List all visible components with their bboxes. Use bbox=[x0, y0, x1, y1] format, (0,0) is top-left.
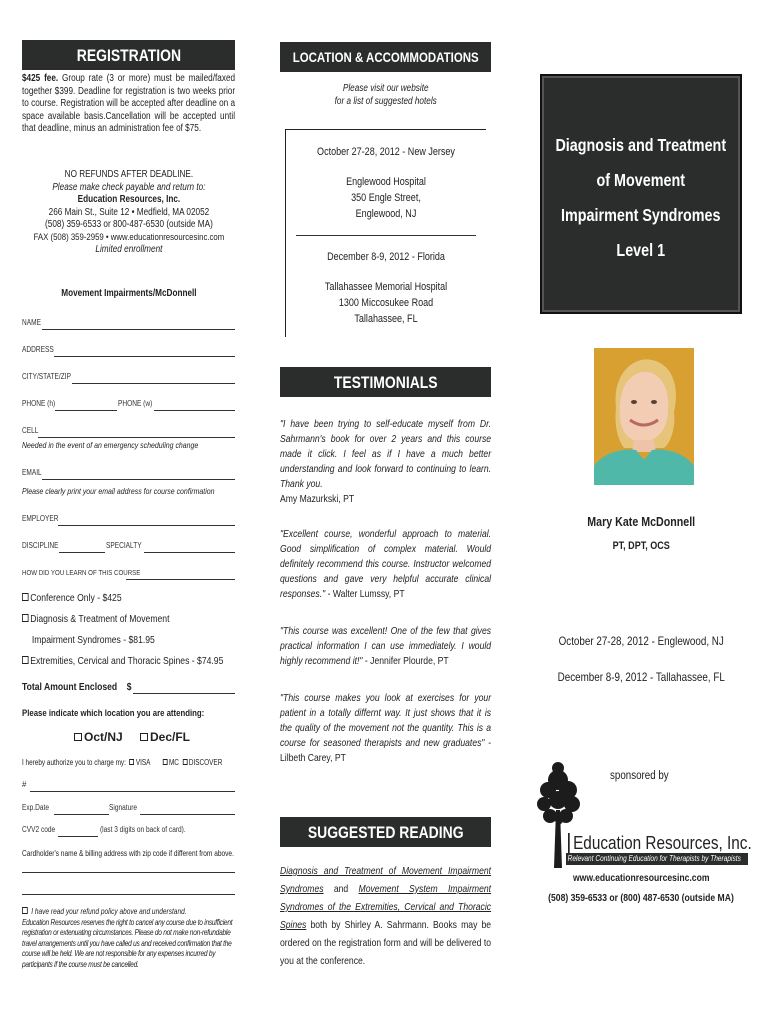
discover-option[interactable]: DISCOVER bbox=[181, 758, 223, 767]
website[interactable]: www.educationresourcesinc.com bbox=[572, 872, 710, 884]
reading-text: Diagnosis and Treatment of Movement Impairment Syndromes and Movement System Impairment Syndromes of the Extremities, Cervical and Thoracic Spines both by Shirley A. Sahrmann. Books may be ordered on the registration form and will be delivered to you at the conference. bbox=[280, 865, 492, 967]
how-learned-field[interactable] bbox=[22, 568, 235, 580]
refund-policy-fine-print bbox=[22, 907, 235, 970]
cardholder-line-2[interactable] bbox=[22, 894, 235, 895]
registration-header: REGISTRATION bbox=[22, 40, 235, 70]
fl-street: 1300 Miccosukee Road bbox=[338, 297, 434, 309]
book-2-title: Movement System Impairment Syndromes of the Extremities, Cervical and Thoracic Spines bbox=[280, 883, 492, 931]
phone-home-label: PHONE (h) bbox=[22, 399, 56, 408]
nj-city: Englewood, NJ bbox=[355, 208, 417, 220]
limited-enrollment: Limited enrollment bbox=[94, 244, 163, 255]
course-line: Movement Impairments/McDonnell bbox=[60, 288, 197, 299]
cover-column bbox=[540, 0, 752, 1024]
org-name: Education Resources, Inc. bbox=[77, 194, 180, 205]
discipline-label: DISCIPLINE bbox=[22, 541, 59, 550]
card-number-field[interactable] bbox=[22, 780, 235, 792]
cvv-note: (last 3 digits on back of card). bbox=[100, 825, 186, 834]
course-date-fl: December 8-9, 2012 - Tallahassee, FL bbox=[557, 670, 725, 684]
testimonial-1: "I have been trying to self-educate myself from Dr. Sahrmann's book for over 2 years and this course made it click. I feel as if I have a much better understanding and look forward to continuing to learn. Thank you. Amy Mazurkski, PT bbox=[280, 418, 492, 505]
card-authorize: I hereby authorize you to charge my: VISA MC DISCOVER bbox=[22, 758, 223, 767]
email-note: Please clearly print your email address for course confirmation bbox=[22, 486, 215, 496]
checkbox[interactable] bbox=[22, 656, 29, 664]
visit-website-note: Please visit our website for a list of suggested hotels bbox=[334, 83, 437, 107]
instructor-name: Mary Kate McDonnell bbox=[587, 514, 695, 529]
name-label: NAME bbox=[22, 318, 41, 327]
nj-street: 350 Engle Street, bbox=[351, 192, 421, 204]
course-options bbox=[22, 588, 235, 672]
testimonial-4: "This course makes you look at exercises for your patient in a totally differnt way. It just shows that it is the quality of the movement not the quantity. This is a course for seasoned therapists and new graduates" - Lilbeth Carey, PT bbox=[280, 692, 492, 764]
mc-option[interactable]: MC bbox=[163, 758, 179, 767]
refund-read-option[interactable]: I have read your refund policy above and understand. bbox=[22, 907, 235, 918]
name-field[interactable] bbox=[22, 318, 235, 330]
title-line-2: of Movement bbox=[596, 170, 686, 190]
location-prompt: Please indicate which location you are attending: bbox=[22, 708, 205, 719]
instructor-photo bbox=[594, 348, 694, 485]
refund-block bbox=[22, 169, 235, 257]
checkbox[interactable] bbox=[140, 733, 148, 741]
email-field[interactable] bbox=[22, 468, 235, 480]
title-line-1: Diagnosis and Treatment bbox=[555, 135, 727, 155]
reading-header: SUGGESTED READING bbox=[280, 817, 491, 847]
nj-venue: Englewood Hospital bbox=[346, 176, 426, 188]
option-conference-only[interactable]: Conference Only - $425 bbox=[22, 588, 235, 609]
address-label: ADDRESS bbox=[22, 345, 54, 354]
org-address: 266 Main St., Suite 12 • Medfield, MA 02052 bbox=[48, 206, 209, 218]
option-extremities[interactable]: Extremities, Cervical and Thoracic Spines - $74.95 bbox=[22, 651, 235, 672]
how-learned-label: HOW DID YOU LEARN OF THIS COURSE bbox=[22, 568, 141, 577]
nj-date: October 27-28, 2012 - New Jersey bbox=[317, 146, 455, 158]
testimonials-header: TESTIMONIALS bbox=[280, 367, 491, 397]
city-label: CITY/STATE/ZIP bbox=[22, 372, 71, 381]
card-number-label: # bbox=[22, 780, 27, 789]
book-1-title: Diagnosis and Treatment of Movement Impairment Syndromes bbox=[280, 865, 492, 895]
phone-work-label: PHONE (w) bbox=[118, 399, 153, 408]
title-box bbox=[540, 74, 742, 314]
exp-label: Exp.Date bbox=[22, 803, 49, 812]
visa-option[interactable]: VISA bbox=[128, 758, 150, 767]
option-diagnosis[interactable]: Diagnosis & Treatment of Movement bbox=[22, 609, 235, 630]
cell-label: CELL bbox=[22, 426, 39, 435]
location-fl-option[interactable]: Dec/FL bbox=[140, 730, 190, 744]
sponsored-by: sponsored by bbox=[610, 770, 669, 782]
testimonial-list bbox=[280, 417, 491, 766]
specialty-label: SPECIALTY bbox=[106, 541, 142, 550]
refund-fine-text: Education Resources reserves the right to cancel any course due to insufficient registration or extenuating circumstances. Please do not make non-refundable travel arrangements until you have called us and received confirmation that the course will be held. We are not responsible for any expenses incurred by participants if the course must be cancelled. bbox=[22, 917, 233, 969]
cell-note: Needed in the event of an emergency scheduling change bbox=[22, 440, 199, 450]
city-state-zip-field[interactable] bbox=[22, 372, 235, 384]
testimonial-3: "This course was excellent! One of the few that gives practical information I can use immediately. I would highly recommend it!" - Jennifer Plourde, PT bbox=[280, 625, 492, 667]
location-header: LOCATION & ACCOMMODATIONS bbox=[280, 42, 491, 72]
cardholder-note: Cardholder's name & billing address with zip code if different from above. bbox=[22, 849, 234, 858]
fl-date: December 8-9, 2012 - Florida bbox=[327, 251, 445, 263]
fl-venue: Tallahassee Memorial Hospital bbox=[324, 281, 448, 293]
title-line-4: Level 1 bbox=[616, 240, 666, 260]
logo-wordmark: Education Resources, Inc. bbox=[568, 833, 770, 854]
discipline-field[interactable] bbox=[22, 541, 235, 553]
cell-field[interactable] bbox=[22, 426, 235, 438]
course-date-nj: October 27-28, 2012 - Englewood, NJ bbox=[558, 634, 724, 648]
location-nj-option[interactable]: Oct/NJ bbox=[74, 730, 123, 744]
checkbox[interactable] bbox=[22, 593, 29, 601]
cardholder-line-1[interactable] bbox=[22, 872, 235, 873]
logo-tagline: Relevant Continuing Education for Therapists by Therapists bbox=[566, 853, 748, 865]
signature-label: Signature bbox=[109, 803, 138, 812]
option-diagnosis-price: Impairment Syndromes - $81.95 bbox=[31, 634, 155, 646]
payable-text: Please make check payable and return to: bbox=[51, 181, 206, 193]
instructor-credentials: PT, DPT, OCS bbox=[612, 540, 670, 552]
employer-label: EMPLOYER bbox=[22, 514, 59, 523]
checkbox[interactable] bbox=[22, 614, 29, 622]
exp-signature-field[interactable] bbox=[22, 803, 235, 815]
no-refunds-text: NO REFUNDS AFTER DEADLINE. bbox=[64, 169, 193, 180]
fl-city: Tallahassee, FL bbox=[354, 313, 418, 325]
divider bbox=[296, 235, 476, 236]
total-enclosed[interactable]: Total Amount Enclosed $ bbox=[22, 681, 235, 694]
phone-numbers: (508) 359-6533 or (800) 487-6530 (outside MA) bbox=[548, 892, 734, 904]
cvv-label: CVV2 code bbox=[22, 825, 56, 834]
fee-paragraph: $425 fee. Group rate (3 or more) must be mailed/faxed together $399. Deadline for registration is two weeks prior to course. Registration will be accepted after deadline on a space available basis.Cancellation will be accepted until that deadline, minus an administration fee of $75. bbox=[22, 73, 236, 134]
testimonial-2: "Excellent course, wonderful approach to material. Good simplification of complex material. Would definitely recommend this course. Instructor welcomed questions and gave very helpful accurate clinical responses." - Walter Lumssy, PT bbox=[280, 528, 492, 600]
employer-field[interactable] bbox=[22, 514, 235, 526]
registration-column bbox=[22, 0, 237, 1024]
email-label: EMAIL bbox=[22, 468, 42, 477]
middle-column bbox=[280, 0, 492, 1024]
org-fax: FAX (508) 359-2959 • www.educationresourcesinc.com bbox=[33, 231, 224, 243]
address-field[interactable] bbox=[22, 345, 235, 357]
cvv-field[interactable] bbox=[22, 825, 235, 837]
portrait-image bbox=[594, 348, 694, 485]
phone-field[interactable] bbox=[22, 399, 235, 411]
org-phone: (508) 359-6533 or 800-487-6530 (outside MA) bbox=[44, 219, 213, 230]
venues-box bbox=[285, 129, 486, 337]
title-line-3: Impairment Syndromes bbox=[561, 205, 721, 225]
checkbox[interactable] bbox=[74, 733, 82, 741]
